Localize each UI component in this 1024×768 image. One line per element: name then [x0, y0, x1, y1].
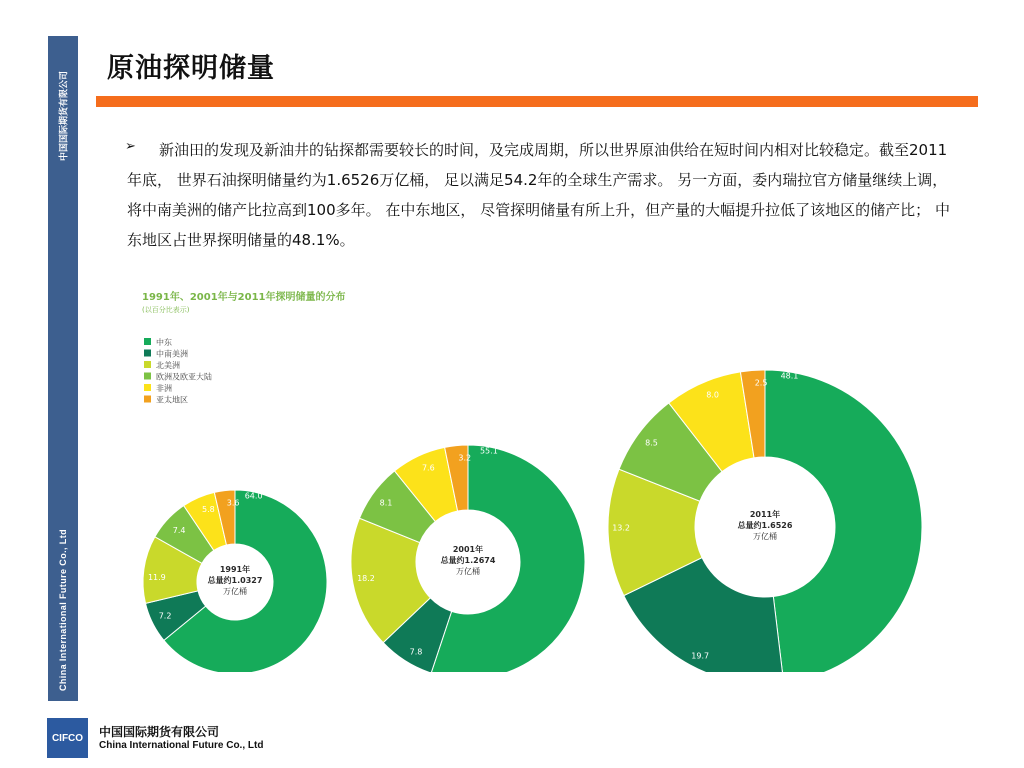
slice-label-2-5: 2.5 — [754, 378, 768, 388]
sidebar-company-en: China International Future Co., Ltd — [58, 529, 68, 691]
body-paragraph: 新油田的发现及新油井的钻探都需要较长的时间，及完成周期，所以世界原油供给在短时间内相对比较稳定。截至2011年底， 世界石油探明储量约为1.6526万亿桶， 足以满足54.2年的全球生产需求。 另一方面，委内瑞拉官方储量继续上调， 将中南美洲的储产比拉高到100多年。 在中东地区， 尽管探明储量有所上升，但产量的大幅提升拉低了该地区的储产比； 中东地区占世界探明储量的48.1%。 — [127, 141, 950, 249]
center-unit-0: 万亿桶 — [223, 587, 247, 596]
cifco-logo: CIFCO — [47, 718, 88, 758]
footer-company-en: China International Future Co., Ltd — [99, 740, 264, 751]
chart-title: 1991年、2001年与2011年探明储量的分布 — [142, 292, 346, 303]
slice-label-2-0: 48.1 — [780, 371, 799, 381]
legend-swatch-0 — [144, 338, 151, 345]
donut-group — [143, 370, 922, 672]
center-unit-2: 万亿桶 — [753, 532, 777, 541]
slice-label-0-3: 7.4 — [172, 525, 186, 535]
legend-label-4: 非洲 — [156, 384, 172, 393]
bullet-arrow-icon: ➢ — [125, 139, 136, 154]
legend-label-1: 中南美洲 — [156, 349, 188, 359]
legend-label-0: 中东 — [156, 338, 172, 347]
slide-title: 原油探明储量 — [107, 53, 275, 84]
legend-swatch-3 — [144, 373, 151, 380]
slice-label-2-1: 19.7 — [691, 651, 710, 661]
slice-label-2-2: 13.2 — [612, 523, 631, 533]
legend-label-2: 北美洲 — [156, 361, 180, 370]
legend-swatch-4 — [144, 384, 151, 391]
center-total-0: 总量约1.0327 — [207, 576, 263, 585]
slice-label-2-3: 8.5 — [645, 438, 658, 448]
center-total-1: 总量约1.2674 — [440, 556, 496, 565]
slice-label-1-5: 3.2 — [458, 453, 472, 463]
reserves-donut-chart — [138, 282, 928, 672]
slice-label-0-1: 7.2 — [158, 611, 172, 621]
chart-subtitle: (以百分比表示) — [142, 306, 190, 314]
slice-label-0-2: 11.9 — [147, 572, 166, 582]
center-year-0: 1991年 — [219, 565, 251, 574]
legend-swatch-5 — [144, 396, 151, 403]
slice-label-1-4: 7.6 — [421, 463, 435, 473]
footer-company-cn: 中国国际期货有限公司 — [99, 725, 220, 739]
slice-label-1-1: 7.8 — [409, 647, 423, 657]
slice-label-1-0: 55.1 — [479, 446, 498, 456]
slice-label-1-3: 8.1 — [379, 498, 393, 508]
slice-label-0-4: 5.8 — [202, 505, 215, 515]
slice-label-1-2: 18.2 — [357, 573, 375, 583]
legend-swatch-1 — [144, 350, 151, 357]
legend-swatch-2 — [144, 361, 151, 368]
slice-label-0-5: 3.6 — [226, 498, 240, 508]
chart-legend — [144, 337, 212, 405]
slice-label-2-4: 8.0 — [706, 390, 720, 400]
legend-label-5: 亚太地区 — [156, 395, 188, 405]
title-rule — [96, 96, 978, 107]
slice-label-0-0: 64.0 — [244, 491, 263, 501]
center-year-1: 2001年 — [452, 545, 484, 554]
center-unit-1: 万亿桶 — [456, 567, 480, 576]
sidebar-company-cn: 中国国际期货有限公司 — [59, 70, 70, 162]
center-year-2: 2011年 — [749, 510, 781, 519]
legend-label-3: 欧洲及欧亚大陆 — [156, 372, 212, 382]
center-total-2: 总量约1.6526 — [737, 521, 793, 530]
